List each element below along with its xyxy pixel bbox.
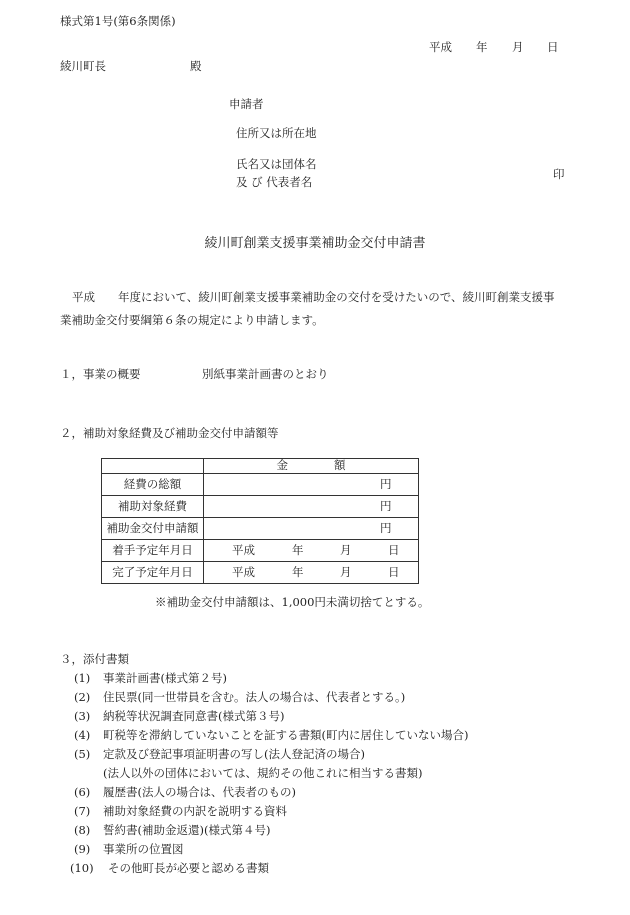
amount-cell[interactable] bbox=[204, 518, 419, 540]
table-row bbox=[102, 540, 419, 562]
list-item-num: (8) bbox=[74, 823, 91, 837]
table-row bbox=[102, 562, 419, 584]
address-label: 住所又は所在地 bbox=[236, 126, 317, 140]
section3-heading: ３，添付書類 bbox=[60, 652, 129, 666]
section2-heading: ２，補助対象経費及び補助金交付申請額等 bbox=[60, 426, 279, 440]
table-row bbox=[102, 496, 419, 518]
list-item: (法人以外の団体においては、規約その他これに相当する書類) bbox=[103, 766, 423, 780]
list-item: その他町長が必要と認める書類 bbox=[108, 861, 269, 875]
list-item-num: (7) bbox=[74, 804, 91, 818]
list-item: 納税等状況調査同意書(様式第３号) bbox=[103, 709, 285, 723]
row-label: 補助対象経費 bbox=[102, 496, 204, 518]
date-era: 平成 bbox=[232, 565, 255, 579]
list-item: 住民票(同一世帯員を含む。法人の場合は、代表者とする。) bbox=[103, 690, 406, 704]
row-label: 経費の総額 bbox=[102, 474, 204, 496]
date-month: 月 bbox=[512, 40, 524, 54]
list-item: 町税等を滞納していないことを証する書類(町内に居住していない場合) bbox=[103, 728, 469, 742]
list-item-num: (1) bbox=[74, 671, 91, 685]
addressee: 綾川町長 bbox=[60, 59, 106, 73]
list-item-num: (4) bbox=[74, 728, 91, 742]
amount-cell[interactable] bbox=[204, 496, 419, 518]
body-paragraph bbox=[60, 286, 588, 332]
list-item-num: (10) bbox=[70, 861, 94, 875]
table-header-amount: 金 額 bbox=[204, 459, 419, 474]
date-month: 月 bbox=[340, 565, 352, 579]
date-day: 日 bbox=[388, 543, 400, 557]
list-item-num: (6) bbox=[74, 785, 91, 799]
date-cell[interactable] bbox=[204, 562, 419, 584]
list-item: 事業所の位置図 bbox=[103, 842, 184, 856]
seal-mark: 印 bbox=[553, 167, 565, 181]
row-label: 完了予定年月日 bbox=[102, 562, 204, 584]
list-item-num: (2) bbox=[74, 690, 91, 704]
list-item: 事業計画書(様式第２号) bbox=[103, 671, 227, 685]
date-era: 平成 bbox=[429, 40, 452, 54]
date-era: 平成 bbox=[232, 543, 255, 557]
date-year: 年 bbox=[292, 543, 304, 557]
date-cell[interactable] bbox=[204, 540, 419, 562]
date-year: 年 bbox=[292, 565, 304, 579]
document-title: 綾川町創業支援事業補助金交付申請書 bbox=[204, 236, 426, 251]
list-item: 誓約書(補助金返還)(様式第４号) bbox=[103, 823, 271, 837]
list-item-num: (9) bbox=[74, 842, 91, 856]
section1-heading: １，事業の概要 bbox=[60, 367, 141, 381]
date-year: 年 bbox=[476, 40, 488, 54]
date-month: 月 bbox=[340, 543, 352, 557]
list-item-num: (5) bbox=[74, 747, 91, 761]
table-note: ※補助金交付申請額は、1,000円未満切捨てとする。 bbox=[155, 595, 430, 609]
list-item: 定款及び登記事項証明書の写し(法人登記済の場合) bbox=[103, 747, 365, 761]
row-label: 補助金交付申請額 bbox=[102, 518, 204, 540]
list-item: 履歴書(法人の場合は、代表者のもの) bbox=[103, 785, 296, 799]
table-header-row bbox=[102, 459, 419, 474]
body-line-2: 業補助金交付要綱第６条の規定により申請します。 bbox=[60, 313, 324, 327]
list-item: 補助対象経費の内訳を説明する資料 bbox=[103, 804, 287, 818]
table-row bbox=[102, 474, 419, 496]
honorific: 殿 bbox=[190, 59, 202, 73]
table-row bbox=[102, 518, 419, 540]
amount-cell[interactable] bbox=[204, 474, 419, 496]
row-label: 着手予定年月日 bbox=[102, 540, 204, 562]
date-day: 日 bbox=[388, 565, 400, 579]
yen-unit: 円 bbox=[380, 499, 392, 513]
yen-unit: 円 bbox=[380, 521, 392, 535]
table-header-blank bbox=[102, 459, 204, 474]
list-item-num: (3) bbox=[74, 709, 91, 723]
body-line-1: 平成 年度において、綾川町創業支援事業補助金の交付を受けたいので、綾川町創業支援事 bbox=[72, 290, 555, 304]
form-number: 様式第1号(第6条関係) bbox=[60, 14, 176, 28]
name-label-line2: 及 び 代表者名 bbox=[236, 175, 313, 189]
name-label-line1: 氏名又は団体名 bbox=[236, 157, 317, 171]
applicant-label: 申請者 bbox=[229, 97, 264, 111]
date-day: 日 bbox=[547, 40, 559, 54]
expense-table bbox=[101, 458, 419, 584]
section1-value: 別紙事業計画書のとおり bbox=[202, 367, 329, 381]
yen-unit: 円 bbox=[380, 477, 392, 491]
